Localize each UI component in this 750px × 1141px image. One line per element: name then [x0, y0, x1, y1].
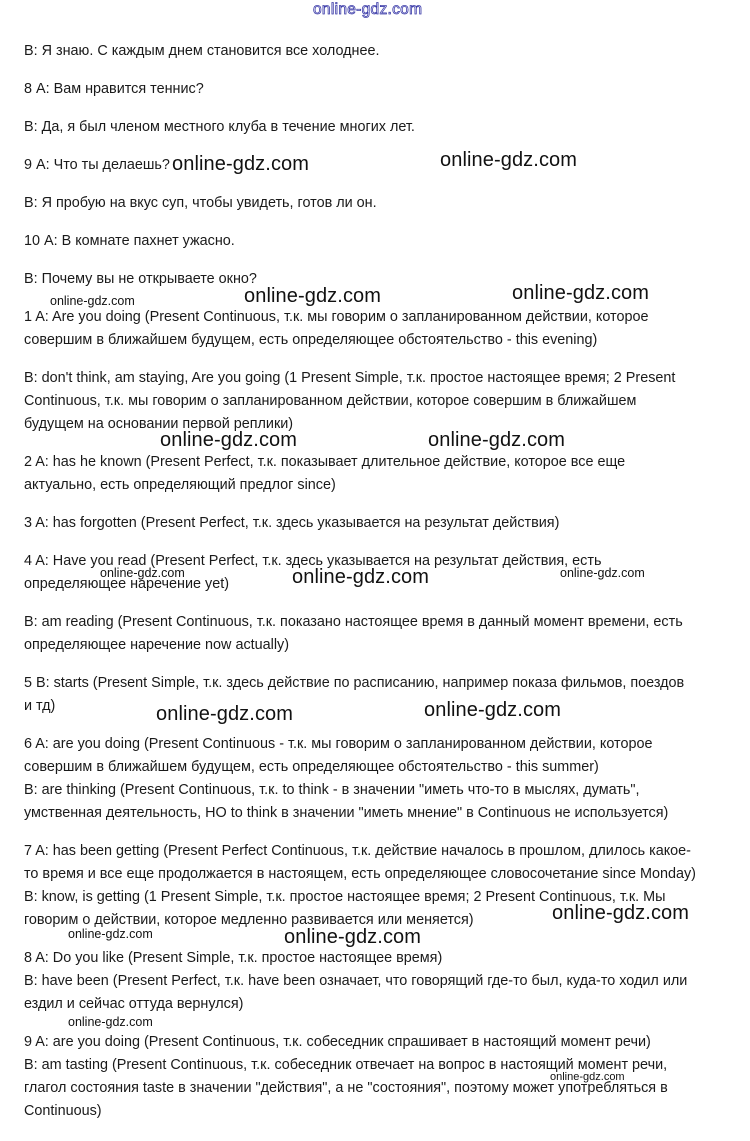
watermark: online-gdz.com: [68, 927, 153, 941]
text-line: 9 A: are you doing (Present Continuous, т.к. собеседник спрашивает в настоящий момент речи): [24, 1034, 651, 1050]
text-line: Continuous, т.к. мы говорим о запланированном действии, которое совершим в ближайшем: [24, 393, 637, 409]
text-line: 4 A: Have you read (Present Perfect, т.к. здесь указывается на результат действия, есть: [24, 553, 602, 569]
text-line: умственная деятельность, НО to think в значении "иметь мнение" в Continuous не используется): [24, 805, 669, 821]
text-line: 3 A: has forgotten (Present Perfect, т.к. здесь указывается на результат действия): [24, 515, 560, 531]
text-line: B: Я знаю. С каждым днем становится все холоднее.: [24, 43, 380, 59]
text-line: B: know, is getting (1 Present Simple, т.к. простое настоящее время; 2 Present Continuous, т.к. Мы: [24, 889, 666, 905]
watermark: online-gdz.com: [424, 699, 562, 721]
text-line: B: am tasting (Present Continuous, т.к. собеседник отвечает на вопрос в настоящий момент речи,: [24, 1057, 668, 1073]
watermark: online-gdz.com: [100, 566, 185, 580]
text-line: Continuous): [24, 1103, 102, 1119]
watermark: online-gdz.com: [244, 285, 382, 307]
text-line: 10 А: В комнате пахнет ужасно.: [24, 233, 235, 249]
watermark: online-gdz.com: [428, 429, 566, 451]
watermark: online-gdz.com: [160, 429, 298, 451]
text-line: 6 A: are you doing (Present Continuous - т.к. мы говорим о запланированном действии, которое: [24, 736, 653, 752]
watermark: online-gdz.com: [292, 566, 430, 588]
text-line: определяющее наречение now actually): [24, 637, 290, 653]
watermark: online-gdz.com: [68, 1015, 153, 1029]
text-line: B: am reading (Present Continuous, т.к. показано настоящее время в данный момент времени, есть: [24, 614, 683, 630]
header-watermark: online-gdz.com: [313, 1, 423, 18]
text-line: B: Да, я был членом местного клуба в течение многих лет.: [24, 119, 415, 135]
text-line: 1 A: Are you doing (Present Continuous, т.к. мы говорим о запланированном действии, которое: [24, 309, 649, 325]
watermark: online-gdz.com: [550, 1071, 625, 1083]
text-line: и тд): [24, 698, 56, 714]
text-line: B: Почему вы не открываете окно?: [24, 271, 257, 287]
text-line: говорим о действии, которое медленно развивается или меняется): [24, 912, 474, 928]
text-line: 8 А: Вам нравится теннис?: [24, 81, 204, 97]
text-line: 5 B: starts (Present Simple, т.к. здесь действие по расписанию, например показа фильмов, поездов: [24, 675, 685, 691]
text-line: определяющее наречение yet): [24, 576, 230, 592]
text-line: 9 А: Что ты делаешь?: [24, 157, 170, 173]
watermark: online-gdz.com: [156, 703, 294, 725]
text-line: будущем на основании первой реплики): [24, 416, 294, 432]
text-line: совершим в ближайшем будущем, есть определяющее обстоятельство - this evening): [24, 332, 598, 348]
watermark: online-gdz.com: [560, 566, 645, 580]
watermark: online-gdz.com: [172, 153, 310, 175]
text-line: совершим в ближайшем будущем, есть определяющее обстоятельство - this summer): [24, 759, 599, 775]
text-line: B: don't think, am staying, Are you going (1 Present Simple, т.к. простое настоящее время; 2 Present: [24, 370, 676, 386]
text-line: 2 A: has he known (Present Perfect, т.к. показывает длительное действие, которое все еще: [24, 454, 626, 470]
text-line: ездил и сейчас оттуда вернулся): [24, 996, 244, 1012]
text-line: актуально, есть определяющий предлог since): [24, 477, 336, 493]
text-line: глагол состояния taste в значении "действия", а не "состояния", поэтому может употребляться в: [24, 1080, 668, 1096]
watermark: online-gdz.com: [512, 282, 650, 304]
text-line: B: are thinking (Present Continuous, т.к. to think - в значении "иметь что-то в мыслях, думать",: [24, 782, 640, 798]
text-line: B: have been (Present Perfect, т.к. have been означает, что говорящий где-то был, куда-то ходил или: [24, 973, 688, 989]
text-line: то время и все еще продолжается в настоящем, есть определяющее словосочетание since Monday): [24, 866, 696, 882]
text-line: 8 A: Do you like (Present Simple, т.к. простое настоящее время): [24, 950, 443, 966]
watermark: online-gdz.com: [440, 149, 578, 171]
watermark: online-gdz.com: [552, 902, 690, 924]
watermark: online-gdz.com: [284, 926, 422, 948]
text-line: 7 A: has been getting (Present Perfect Continuous, т.к. действие началось в прошлом, длилось какое-: [24, 843, 691, 859]
text-line: B: Я пробую на вкус суп, чтобы увидеть, готов ли он.: [24, 195, 377, 211]
watermark: online-gdz.com: [50, 294, 135, 308]
